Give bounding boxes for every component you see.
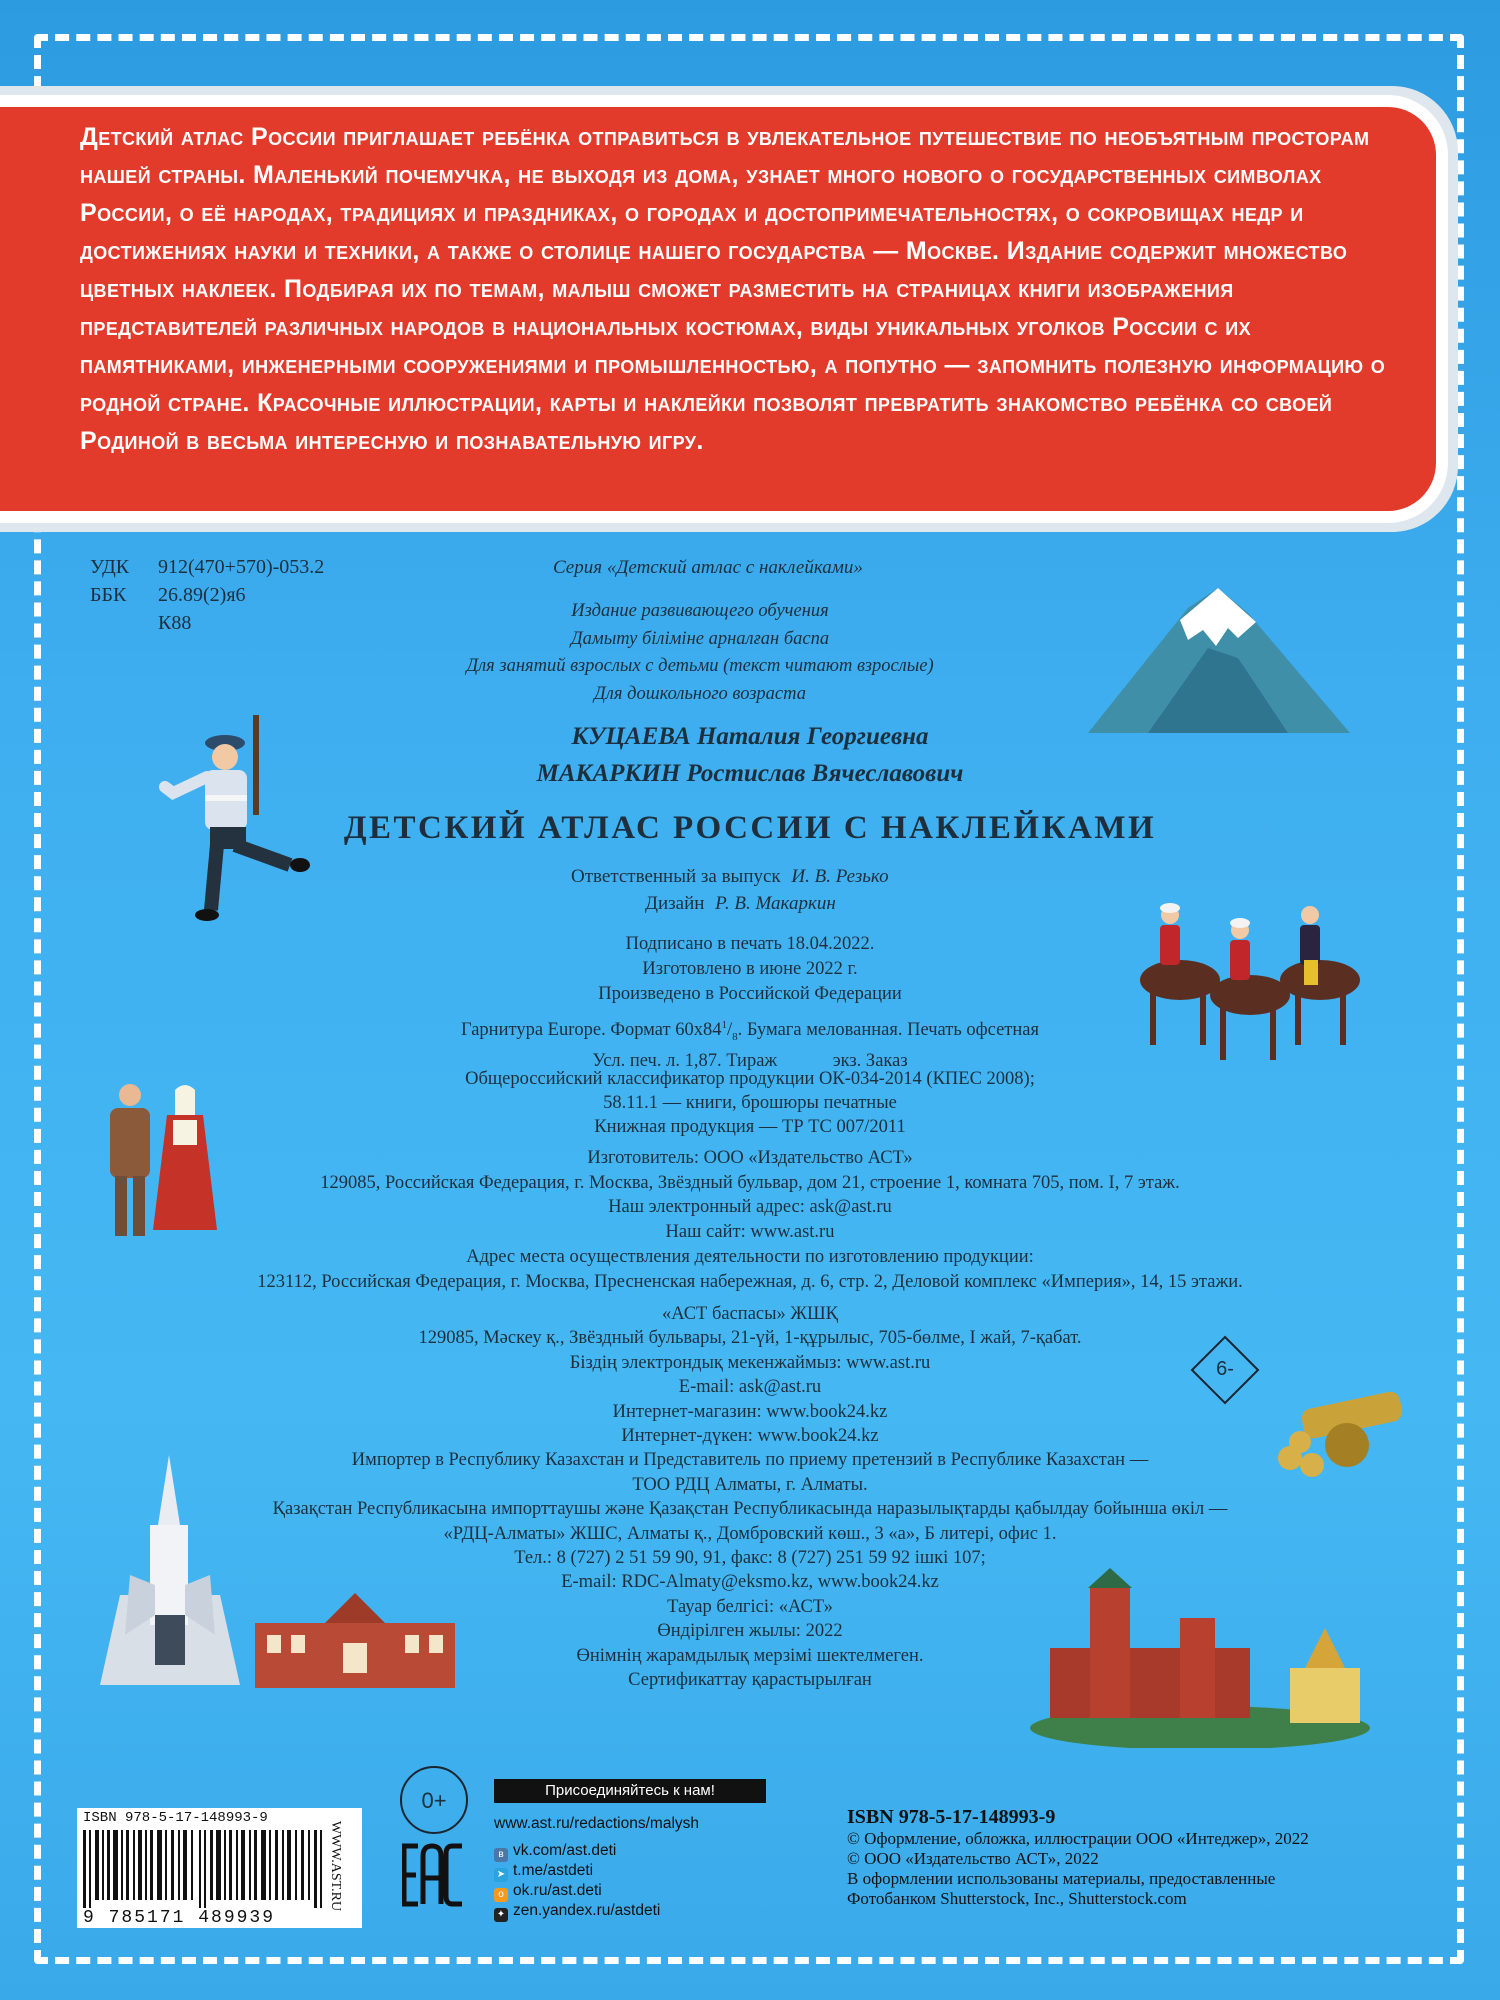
copyright-line: © ООО «Издательство АСТ», 2022 xyxy=(847,1849,1099,1868)
age-rating-0-badge: 0+ xyxy=(400,1766,468,1834)
kz-line: Интернет-магазин: www.book24.kz xyxy=(612,1401,888,1422)
author-code: К88 xyxy=(158,612,192,634)
credit-role: Дизайн xyxy=(645,893,705,914)
bbk-label: ББК xyxy=(90,584,127,606)
credit-editor xyxy=(571,866,889,888)
print-run-line: Усл. печ. л. 1,87. Тираж экз. Заказ xyxy=(592,1050,908,1071)
format-line: Гарнитура Europe. Формат $60x84^1/_8$. Бумага мелованная. Печать офсетная xyxy=(460,1019,1039,1043)
copyright-line: Фотобанком Shutterstock, Inc., Shutterstock.com xyxy=(847,1889,1187,1908)
author-name: МАКАРКИН Ростислав Вячеславович xyxy=(536,760,964,787)
kz-line: Қазақстан Республикасына импорттаушы және Қазақстан Республикасында наразылықтарды қабылдау бойынша өкіл — xyxy=(272,1499,1228,1520)
credit-person: Р. В. Макаркин xyxy=(715,893,836,914)
kz-line: E-mail: ask@ast.ru xyxy=(678,1377,822,1398)
udk-label: УДК xyxy=(90,556,130,578)
kz-line: Интернет-дүкен: www.book24.kz xyxy=(621,1426,879,1447)
kz-line: ТОО РДЦ Алматы, г. Алматы. xyxy=(632,1474,868,1495)
classifier-info xyxy=(170,1067,1330,1139)
manufacturer-line: 129085, Российская Федерация, г. Москва, Звёздный бульвар, дом 21, строение 1, комната 705, пом. I, 7 этаж. xyxy=(320,1172,1180,1193)
promo-description: Детский атлас России приглашает ребёнка отправиться в увлекательное путешествие по необъятным просторам нашей страны. Маленький почемучка, не выходя из дома, узнает много нового о государственных символах России, о её народах, традициях и праздниках, о городах и достопримечательностях, о сокровищах недр и достижениях науки и техники, а также о столице нашего государства — Москве. Издание содержит множество цветных наклеек. Подбирая их по темам, малыш сможет разместить на страницах книги изображения представителей различных народов в национальных костюмах, виды уникальных уголков России с их памятниками, инженерными сооружениями и промышленностью, а попутно — запомнить полезную информацию о родной стране. Красочные иллюстрации, карты и наклейки позволят превратить знакомство ребёнка со своей Родиной в весьма интересную и познавательную игру. xyxy=(80,123,1386,455)
eac-mark xyxy=(402,1842,464,1908)
kz-line: Импортер в Республику Казахстан и Представитель по приему претензий в Республике Казахстан — xyxy=(351,1450,1149,1471)
zen-icon: ✦ xyxy=(494,1908,508,1922)
barcode-url: WWW.AST.RU xyxy=(328,1820,344,1912)
manufacturer-info xyxy=(150,1146,1350,1294)
kz-line: Тауар белгісі: «АСТ» xyxy=(667,1596,833,1617)
print-line: Подписано в печать 18.04.2022. xyxy=(625,934,875,954)
horse-riders-illustration xyxy=(1120,880,1380,1070)
kz-line: E-mail: RDC-Almaty@eksmo.kz, www.book24.kz xyxy=(561,1572,939,1593)
kz-line: Өнімнің жарамдылық мерзімі шектелмеген. xyxy=(576,1645,924,1666)
credit-design xyxy=(645,893,836,915)
barcode-isbn: ISBN 978-5-17-148993-9 xyxy=(83,1810,268,1826)
kz-line: Өндірілген жылы: 2022 xyxy=(657,1621,843,1642)
vk-icon: в xyxy=(494,1848,508,1862)
kz-line: 129085, Мәскеу қ., Звёздный бульвары, 21-үй, 1-құрылыс, 705-бөлме, I жай, 7-қабат. xyxy=(418,1328,1082,1349)
kz-line: «РДЦ-Алматы» ЖШС, Алматы қ., Домбровский көш., 3 «а», Б литері, офис 1. xyxy=(443,1523,1057,1544)
odnoklassniki-icon: о xyxy=(494,1888,508,1902)
book-title: ДЕТСКИЙ АТЛАС РОССИИ С НАКЛЕЙКАМИ xyxy=(343,810,1157,846)
barcode-digits: 9 785171 489939 xyxy=(83,1908,276,1928)
manufacturer-line: Наш электронный адрес: ask@ast.ru xyxy=(608,1197,892,1218)
kz-line: Біздің электрондық мекенжаймыз: www.ast.ru xyxy=(569,1352,931,1373)
telegram-icon: ➤ xyxy=(494,1868,508,1882)
classifier-line: Общероссийский классификатор продукции ОК-034-2014 (КПЕС 2008); xyxy=(465,1069,1035,1089)
historic-building-illustration xyxy=(255,1583,455,1688)
social-link-telegram[interactable]: ➤ t.me/astdeti xyxy=(494,1862,593,1882)
join-us-banner: Присоединяйтесь к нам! xyxy=(494,1779,766,1803)
manufacturer-line: Изготовитель: ООО «Издательство АСТ» xyxy=(587,1148,913,1168)
manufacturer-line: Наш сайт: www.ast.ru xyxy=(665,1222,835,1243)
edition-note: Дамыту біліміне арналған баспа xyxy=(570,628,830,649)
social-link-vk[interactable]: в vk.com/ast.deti xyxy=(494,1842,616,1862)
edition-note: Издание развивающего обучения xyxy=(571,601,829,621)
classifier-line: Книжная продукция — ТР ТС 007/2011 xyxy=(594,1117,906,1137)
kz-line: Сертификаттау қарастырылған xyxy=(628,1670,872,1691)
svg-text:ЕАС: ЕАС xyxy=(402,1842,404,1843)
bbk-value: 26.89(2)я6 xyxy=(158,584,246,606)
copyright-line: © Оформление, обложка, иллюстрации ООО «Интеджер», 2022 xyxy=(847,1829,1309,1848)
age-rating-6-badge: 6- xyxy=(1190,1335,1260,1405)
kz-line: «АСТ баспасы» ЖШҚ xyxy=(662,1304,838,1324)
series-name: Серия «Детский атлас с наклейками» xyxy=(553,557,863,578)
print-line: Изготовлено в июне 2022 г. xyxy=(642,959,858,979)
edition-note: Для занятий взрослых с детьми (текст читают взрослые) xyxy=(466,656,934,676)
rocket-launch-pad-illustration xyxy=(100,1455,240,1685)
edition-note: Для дошкольного возраста xyxy=(594,683,806,704)
manufacturer-line: Адрес места осуществления деятельности по изготовлению продукции: xyxy=(466,1246,1034,1267)
credit-person: И. В. Резько xyxy=(791,866,889,887)
social-link-ok[interactable]: о ok.ru/ast.deti xyxy=(494,1882,602,1902)
print-info xyxy=(420,932,1080,1007)
manufacturer-line: 123112, Российская Федерация, г. Москва, Пресненская набережная, д. 6, стр. 2, Деловой комплекс «Империя», 14, 15 этажи. xyxy=(257,1271,1243,1292)
tsar-cannon-illustration xyxy=(1272,1380,1412,1480)
credit-role: Ответственный за выпуск xyxy=(571,866,781,887)
barcode-bars xyxy=(83,1830,333,1908)
classifier-line: 58.11.1 — книги, брошюры печатные xyxy=(603,1093,897,1113)
print-line: Произведено в Российской Федерации xyxy=(598,984,902,1004)
honor-guard-illustration xyxy=(155,715,315,935)
kz-line: Тел.: 8 (727) 2 51 59 90, 91, факс: 8 (727) 251 59 92 ішкі 107; xyxy=(514,1548,986,1569)
copyright-line: В оформлении использованы материалы, предоставленные xyxy=(847,1869,1276,1888)
copyright-block xyxy=(847,1807,1309,1909)
kremlin-illustration xyxy=(1030,1568,1380,1748)
social-link-zen[interactable]: ✦ zen.yandex.ru/astdeti xyxy=(494,1902,660,1922)
mountain-illustration xyxy=(1088,588,1350,733)
isbn: ISBN 978-5-17-148993-9 xyxy=(847,1806,1056,1828)
udk-value: 912(470+570)-053.2 xyxy=(158,556,325,578)
barcode xyxy=(77,1808,362,1928)
edition-notes xyxy=(280,598,1120,708)
join-url-link[interactable]: www.ast.ru/redactions/malysh xyxy=(494,1815,700,1832)
folk-costume-couple-illustration xyxy=(95,1080,225,1250)
author-name: КУЦАЕВА Наталия Георгиевна xyxy=(571,723,929,750)
